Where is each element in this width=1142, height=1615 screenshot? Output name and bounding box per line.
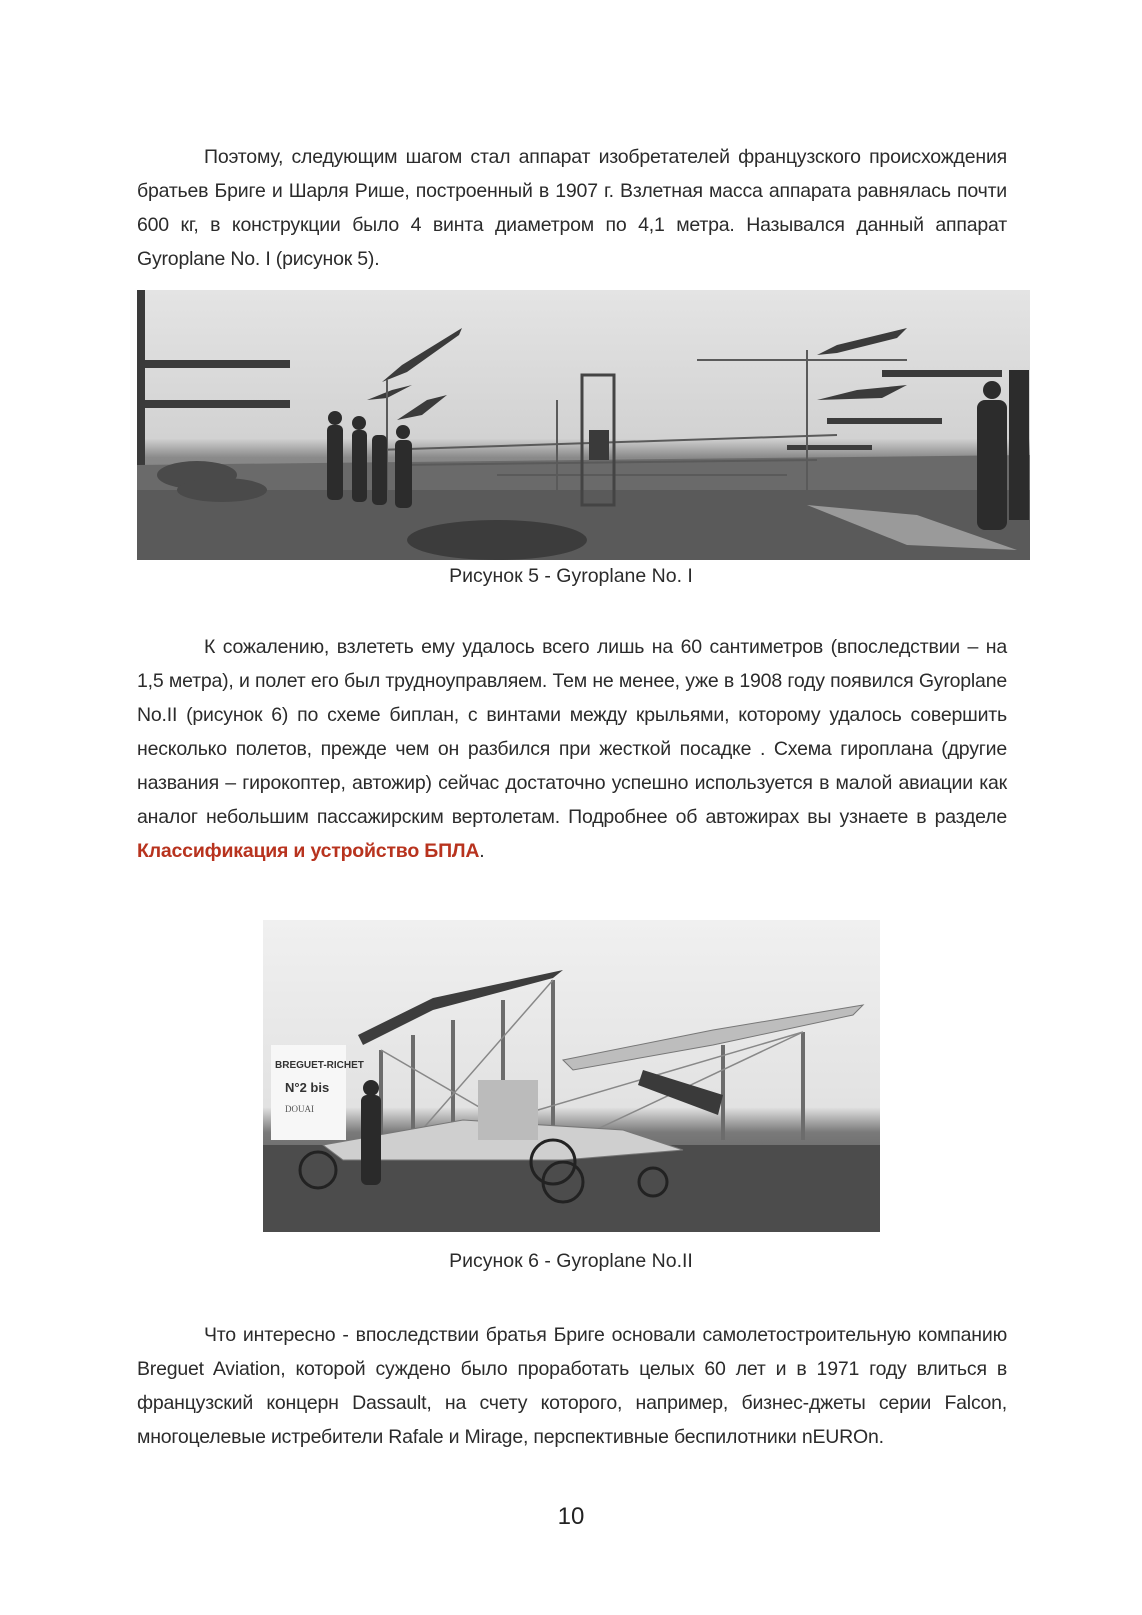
sign-text-number: N°2 bis bbox=[285, 1080, 330, 1095]
paragraph-3 bbox=[137, 1318, 1007, 1454]
paragraph-3-text: Что интересно - впоследствии братья Бриге основали самолетостроительную компанию Breguet Aviation, которой суждено было проработать целых 60 лет и в 1971 году влиться в французский концерн Dassault, на счету которого, например, бизнес-джеты серии Falcon, многоцелевые истребители Rafale и Mirage, перспективные беспилотники nEUROn. bbox=[137, 1324, 1007, 1448]
sign-text-breguet: BREGUET-RICHET bbox=[275, 1060, 364, 1071]
figure-6-caption: Рисунок 6 - Gyroplane No.II bbox=[449, 1250, 693, 1272]
sign-text-douai: DOUAI bbox=[285, 1104, 314, 1114]
gyroplane-1-photo bbox=[137, 290, 1030, 560]
figure-5-image bbox=[137, 290, 1030, 560]
section-link-classification[interactable]: Классификация и устройство БПЛА bbox=[137, 840, 480, 862]
paragraph-2-text: К сожалению, взлететь ему удалось всего лишь на 60 сантиметров (впоследствии – на 1,5 метра), и полет его был трудноуправляем. Тем не менее, уже в 1908 году появился Gyroplane No.II (рисунок 6) по схеме биплан, с винтами между крыльями, которому удалось совершить несколько полетов, прежде чем он разбился при жесткой посадке . Схема гироплана (другие названия – гирокоптер, автожир) сейчас достаточно успешно используется в малой авиации как аналог небольшим пассажирским вертолетам. Подробнее об автожирах вы узнаете в разделе bbox=[137, 636, 1007, 828]
figure-5-caption: Рисунок 5 - Gyroplane No. I bbox=[449, 565, 693, 587]
figure-6-image bbox=[263, 920, 880, 1232]
gyroplane-2-photo bbox=[263, 920, 880, 1232]
page-number: 10 bbox=[557, 1503, 585, 1530]
paragraph-1 bbox=[137, 140, 1007, 276]
paragraph-2: К сожалению, взлететь ему удалось всего лишь на 60 сантиметров (впоследствии – на 1,5 метра), и полет его был трудноуправляем. Тем не менее, уже в 1908 году появился Gyroplane No.II (рисунок 6) по схеме биплан, с винтами между крыльями, которому удалось совершить несколько полетов, прежде чем он разбился при жесткой посадке . Схема гироплана (другие названия – гирокоптер, автожир) сейчас достаточно успешно используется в малой авиации как аналог небольшим пассажирским вертолетам. Подробнее об автожирах вы узнаете в разделе Классификация и устройство БПЛА. bbox=[137, 636, 1007, 862]
paragraph-1-text: Поэтому, следующим шагом стал аппарат изобретателей французского происхождения братьев Бриге и Шарля Рише, построенный в 1907 г. Взлетная масса аппарата равнялась почти 600 кг, в конструкции было 4 винта диаметром по 4,1 метра. Назывался данный аппарат Gyroplane No. I (рисунок 5). bbox=[137, 146, 1007, 270]
